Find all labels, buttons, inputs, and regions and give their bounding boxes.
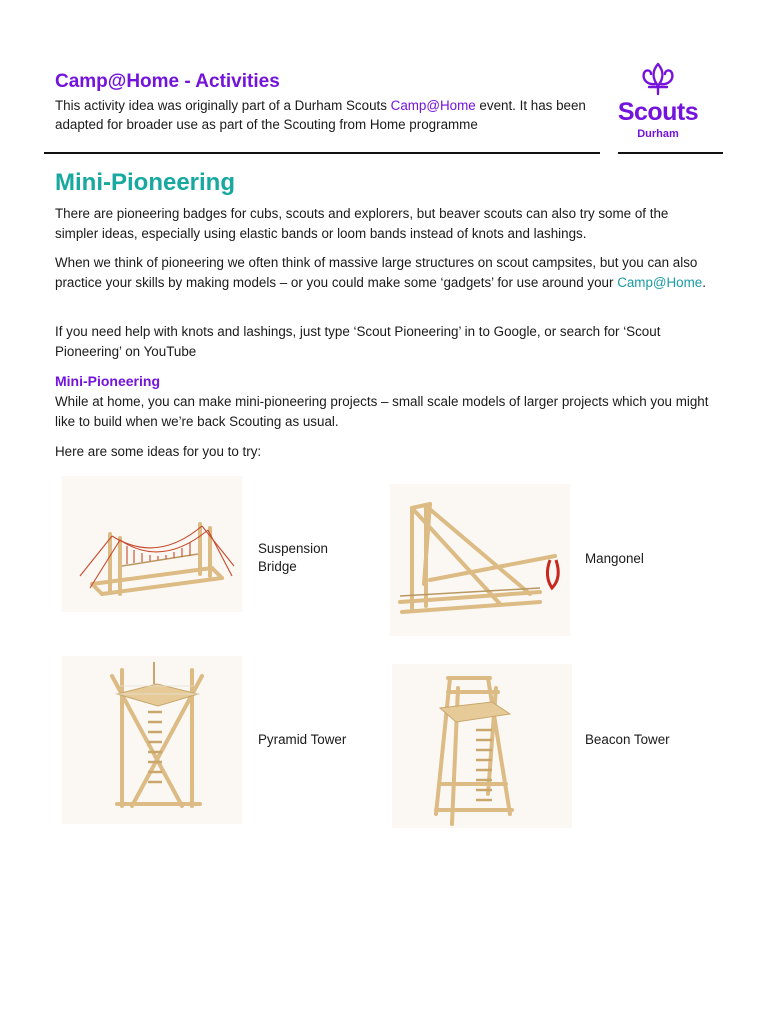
structures-text: When we think of pioneering we often think of massive large structures on scout campsites, but you can also practice your skills by making models – or you could make some ‘gadgets’ for use around your — [55, 255, 698, 290]
paragraph-help: If you need help with knots and lashings, just type ‘Scout Pioneering’ in to Google, or search for ‘Scout Pioneering’ on YouTube — [55, 324, 661, 359]
scouts-durham-logo — [606, 62, 710, 146]
pyramid-tower-image — [62, 656, 242, 824]
camp-at-home-link-2[interactable]: Camp@Home — [617, 274, 703, 290]
paragraph-badges: There are pioneering badges for cubs, scouts and explorers, but beaver scouts can also try some of the simpler ideas, especially using elastic bands or loom bands instead of knots and lashings. — [55, 206, 669, 241]
pyramid-tower-caption: Pyramid Tower — [258, 732, 347, 747]
paragraph-structures — [55, 253, 715, 292]
header-intro — [55, 96, 595, 134]
scouts-wordmark: Scouts — [617, 98, 699, 126]
intro-text-start: This activity idea was originally part of a Durham Scouts — [55, 98, 391, 113]
header-title: Camp@Home - Activities — [55, 71, 280, 92]
beacon-tower-image — [392, 664, 572, 828]
paragraph-home-projects: While at home, you can make mini-pioneering projects – small scale models of larger projects which you might like to build when we’re back Scouting as usual. — [55, 394, 709, 429]
paragraph-ideas-intro: Here are some ideas for you to try: — [55, 444, 262, 459]
beacon-tower-caption: Beacon Tower — [585, 732, 670, 747]
structures-text-end: . — [702, 274, 706, 290]
suspension-bridge-image — [62, 476, 242, 612]
durham-label: Durham — [637, 128, 679, 140]
camp-at-home-link[interactable]: Camp@Home — [390, 98, 476, 113]
page-title: Mini-Pioneering — [55, 169, 235, 196]
suspension-bridge-caption: Suspension Bridge — [258, 541, 328, 574]
intro-text-end: event. It has been adapted for broader use as part of the Scouting from Home programme — [55, 98, 586, 132]
header-divider — [44, 152, 723, 154]
fleur-de-lis-icon — [640, 62, 676, 96]
header-divider-gap — [600, 152, 618, 154]
mangonel-image — [390, 484, 570, 636]
mangonel-caption: Mangonel — [585, 551, 644, 566]
section-heading: Mini-Pioneering — [55, 373, 160, 389]
